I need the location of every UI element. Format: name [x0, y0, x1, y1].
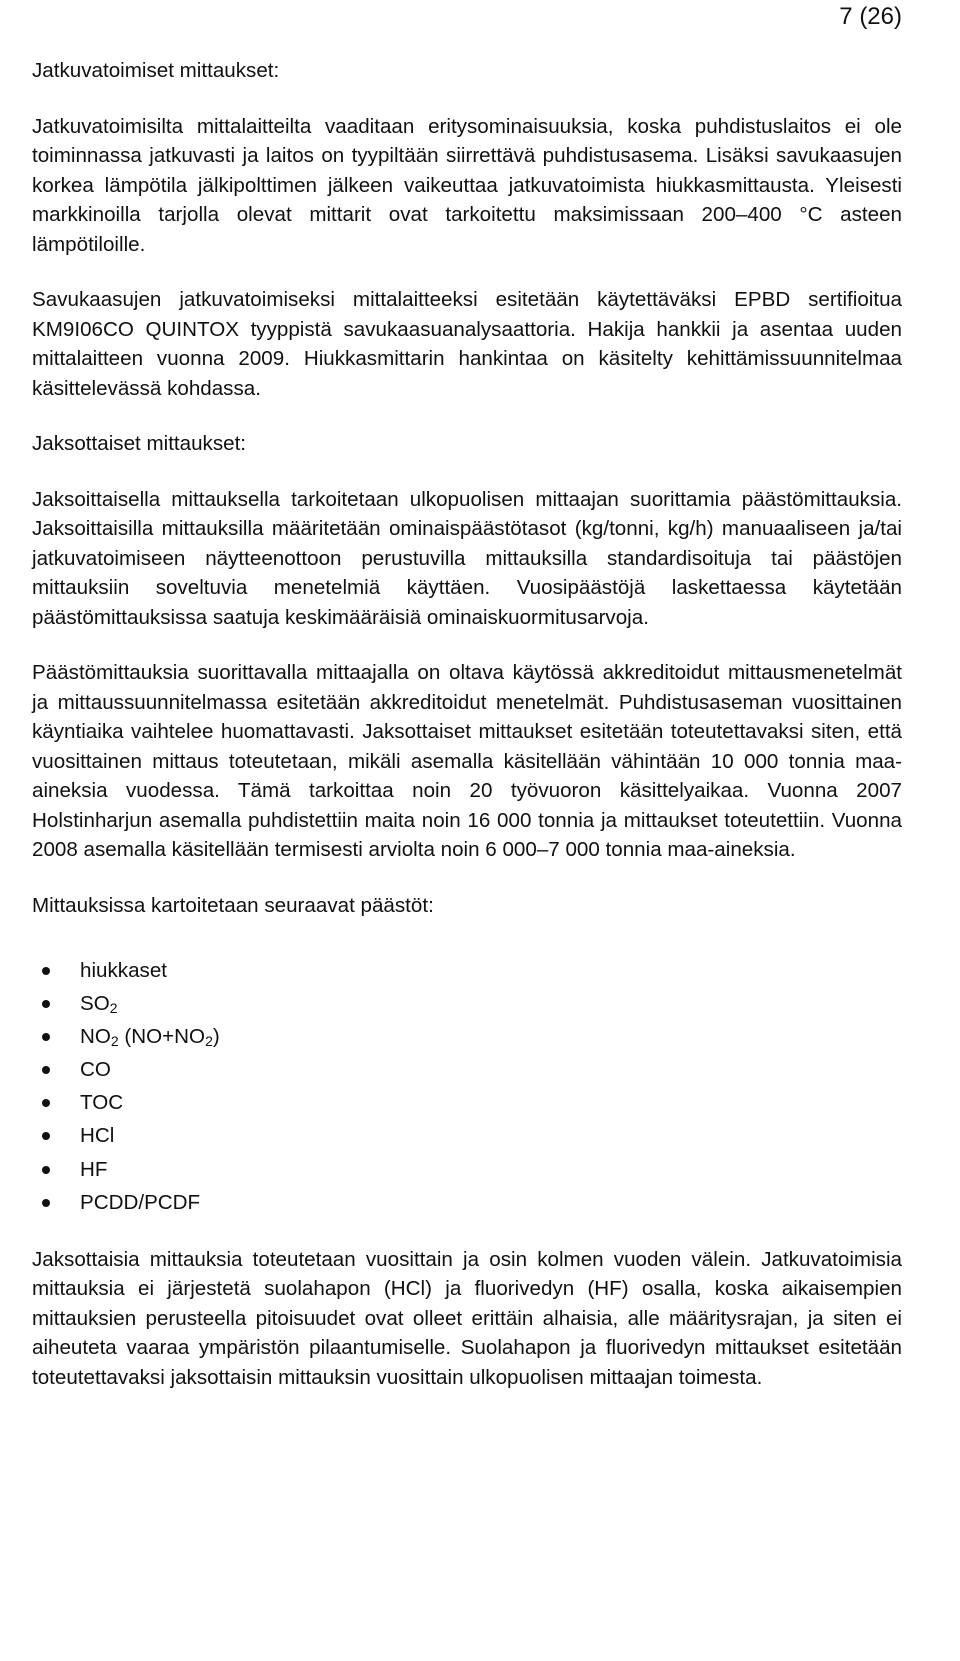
bullet-icon [42, 967, 50, 975]
section-heading-continuous: Jatkuvatoimiset mittaukset: [32, 59, 280, 82]
list-item: TOC [32, 1086, 902, 1119]
bullet-icon [42, 1199, 50, 1207]
list-item: CO [32, 1053, 902, 1086]
bullet-icon [42, 1132, 50, 1140]
list-item: $SO_2$ [32, 987, 902, 1020]
paragraph-closing: Jaksottaisia mittauksia toteutetaan vuosittain ja osin kolmen vuoden välein. Jatkuvatoimisia mittauksia ei järjestetä suolahapon (HCl) ja fluorivedyn (HF) osalla, koska aikaisempien mittauksien perusteella pitoisuudet ovat olleet erittäin alhaisia, alle määritysrajan, ja siten ei aiheuteta vaaraa ympäristön pilaantumiselle. Suolahapon ja fluorivedyn mittaukset esitetään toteutettavaksi jaksottaisin mittauksin vuosittain ulkopuolisen mittaajan toimesta. [32, 1247, 902, 1389]
bullet-icon [42, 1000, 50, 1008]
section-heading-periodic: Jaksottaiset mittaukset: [32, 432, 247, 455]
bullet-icon [42, 1033, 50, 1041]
paragraph-continuous-analyzer: Savukaasujen jatkuvatoimiseksi mittalaitteeksi esitetään käytettäväksi EPBD sertifioitua KM9I06CO QUINTOX tyyppistä savukaasuanalysaattoria. Hakija hankkii ja asentaa uuden mittalaitteen vuonna 2009. Hiukkasmittarin hankintaa on käsitelty kehittämissuunnitelmaa käsittelevässä kohdassa. [32, 288, 902, 400]
list-item: $NO_2$ $(NO+NO_2)$ [32, 1020, 902, 1053]
emissions-list [32, 954, 902, 1219]
list-item: HF [32, 1153, 902, 1186]
list-item: PCDD/PCDF [32, 1186, 902, 1219]
paragraph-periodic-definition: Jaksoittaisella mittauksella tarkoitetaan ulkopuolisen mittaajan suorittamia päästömittauksia. Jaksoittaisilla mittauksilla määritetään ominaispäästötasot (kg/tonni, kg/h) manuaaliseen ja/tai jatkuvatoimiseen näytteenottoon perustuvilla mittauksilla standardisoituja tai päästöjen mittauksiin soveltuvia menetelmiä käyttäen. Vuosipäästöjä laskettaessa käytetään päästömittauksissa saatuja keskimääräisiä ominaiskuormitusarvoja. [32, 487, 902, 629]
bullet-icon [42, 1166, 50, 1174]
paragraph-periodic-accreditation: Päästömittauksia suorittavalla mittaajalla on oltava käytössä akkreditoidut mittausmenetelmät ja mittaussuunnitelmassa esitetään akkreditoidut menetelmät. Puhdistusaseman vuosittainen käyntiaika vaihtelee huomattavasti. Jaksottaiset mittaukset esitetään toteutettavaksi siten, että vuosittainen mittaus toteutetaan, mikäli asemalla käsitellään vähintään 10 000 tonnia maa-aineksia vuodessa. Tämä tarkoittaa noin 20 työvuoron käsittelyaikaa. Vuonna 2007 Holstinharjun asemalla puhdistettiin maita noin 16 000 tonnia ja mittaukset toteutettiin. Vuonna 2008 asemalla käsitellään termisesti arviolta noin 6 000–7 000 tonnia maa-aineksia. [32, 661, 902, 861]
bullet-icon [42, 1099, 50, 1107]
page-number: 7 (26) [839, 3, 902, 30]
list-item: HCl [32, 1119, 902, 1152]
list-item: hiukkaset [32, 954, 902, 987]
bullet-icon [42, 1066, 50, 1074]
emissions-intro: Mittauksissa kartoitetaan seuraavat päästöt: [32, 893, 434, 917]
document-body [32, 56, 902, 1418]
paragraph-continuous-requirements: Jatkuvatoimisilta mittalaitteilta vaaditaan eritysominaisuuksia, koska puhdistuslaitos ei ole toiminnassa jatkuvasti ja laitos on tyypiltään siirrettävä puhdistusasema. Lisäksi savukaasujen korkea lämpötila jälkipolttimen jälkeen vaikeuttaa jatkuvatoimista hiukkasmittausta. Yleisesti markkinoilla tarjolla olevat mittarit ovat tarkoitettu maksimissaan 200–400 °C asteen lämpötiloille. [32, 114, 902, 256]
